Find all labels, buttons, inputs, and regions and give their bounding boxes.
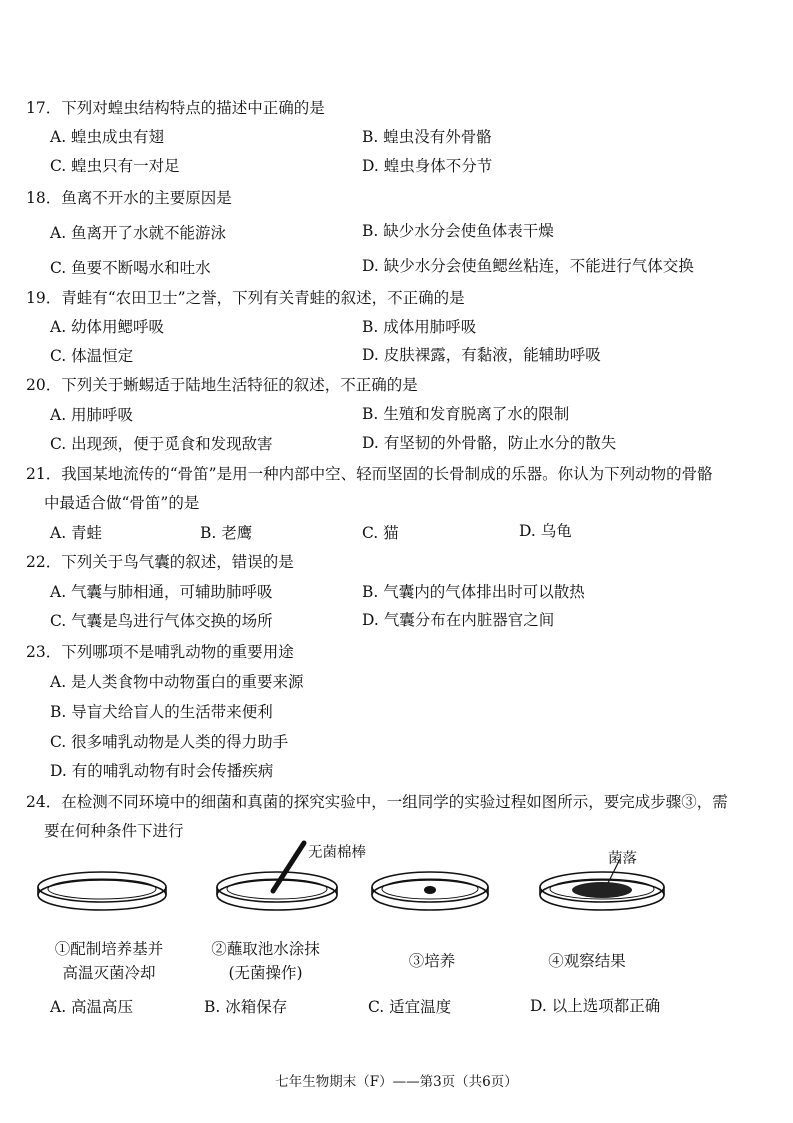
question-18-option-b: B. 缺少水分会使鱼体表干燥 [362,222,554,240]
question-18-option-c: C. 鱼要不断喝水和吐水 [50,259,211,277]
step-2-caption: ②蘸取池水涂抹 (无菌操作) [211,940,320,982]
question-19-option-a: A. 幼体用鳃呼吸 [50,318,165,336]
question-21-option-b: B. 老鹰 [200,524,253,542]
question-22-option-a: A. 气囊与肺相通，可辅助肺呼吸 [50,583,273,601]
question-22-option-c: C. 气囊是鸟进行气体交换的场所 [50,612,273,630]
question-24-stem-continued: 要在何种条件下进行 [44,822,184,840]
question-17-option-a: A. 蝗虫成虫有翅 [50,128,165,146]
step-3-caption: ③培养 [408,952,456,970]
question-24-stem: 24．在检测不同环境中的细菌和真菌的探究实验中，一组同学的实验过程如图所示，要完成步骤③，需 [26,793,728,811]
petri-dish-diagram [30,835,770,925]
question-22-option-d: D. 气囊分布在内脏器官之间 [362,611,555,629]
question-24-option-c: C. 适宜温度 [368,998,452,1016]
question-18-option-a: A. 鱼离开了水就不能游泳 [50,224,227,242]
question-19-option-c: C. 体温恒定 [50,347,134,365]
colony-icon [572,882,632,898]
question-23-option-c: C. 很多哺乳动物是人类的得力助手 [50,733,289,751]
step-4-caption: ④观察结果 [548,952,626,970]
question-20-option-c: C. 出现颈，便于觅食和发现敌害 [50,435,273,453]
question-23-option-b: B. 导盲犬给盲人的生活带来便利 [50,703,273,721]
question-20-option-d: D. 有坚韧的外骨骼，防止水分的散失 [362,434,617,452]
question-23-stem: 23．下列哪项不是哺乳动物的重要用途 [26,643,294,661]
question-22-stem: 22．下列关于鸟气囊的叙述，错误的是 [26,553,294,571]
question-18-stem: 18．鱼离不开水的主要原因是 [26,189,232,207]
step-1-caption: ①配制培养基并 高温灭菌冷却 [54,940,164,982]
question-20-option-a: A. 用肺呼吸 [50,406,134,424]
question-19-stem: 19．青蛙有“农田卫士”之誉，下列有关青蛙的叙述，不正确的是 [26,289,465,307]
colony-label: 菌落 [608,851,637,867]
question-20-option-b: B. 生殖和发育脱离了水的限制 [362,405,570,423]
cotton-swab-icon [273,843,304,891]
small-colony-icon [424,886,436,894]
question-23-option-a: A. 是人类食物中动物蛋白的重要来源 [50,673,304,691]
question-24-option-b: B. 冰箱保存 [204,998,288,1016]
question-21-option-d: D. 乌龟 [519,522,572,540]
question-22-option-b: B. 气囊内的气体排出时可以散热 [362,583,585,601]
question-21-stem-continued: 中最适合做“骨笛”的是 [44,494,200,512]
swab-label: 无菌棉棒 [308,845,366,861]
petri-dish-2 [217,872,337,910]
page-footer: 七年生物期末（F）——第3页（共6页） [275,1074,518,1090]
question-19-option-b: B. 成体用肺呼吸 [362,318,477,336]
question-20-stem: 20．下列关于蜥蜴适于陆地生活特征的叙述，不正确的是 [26,376,418,394]
question-18-option-d: D. 缺少水分会使鱼鳃丝粘连，不能进行气体交换 [362,257,694,275]
question-21-option-c: C. 猫 [362,524,399,542]
question-17-option-c: C. 蝗虫只有一对足 [50,157,180,175]
question-17-option-b: B. 蝗虫没有外骨骼 [362,128,492,146]
question-21-option-a: A. 青蛙 [50,524,103,542]
petri-dish-1 [38,872,166,910]
question-23-option-d: D. 有的哺乳动物有时会传播疾病 [50,762,274,780]
question-17-stem: 17．下列对蝗虫结构特点的描述中正确的是 [26,99,325,117]
question-17-option-d: D. 蝗虫身体不分节 [362,157,493,175]
question-19-option-d: D. 皮肤裸露，有黏液，能辅助呼吸 [362,346,601,364]
question-24-option-d: D. 以上选项都正确 [530,997,661,1015]
question-24-option-a: A. 高温高压 [50,998,134,1016]
experiment-figure [30,835,770,985]
question-21-stem: 21．我国某地流传的“骨笛”是用一种内部中空、轻而坚固的长骨制成的乐器。你认为下列动物的骨骼 [26,465,713,483]
